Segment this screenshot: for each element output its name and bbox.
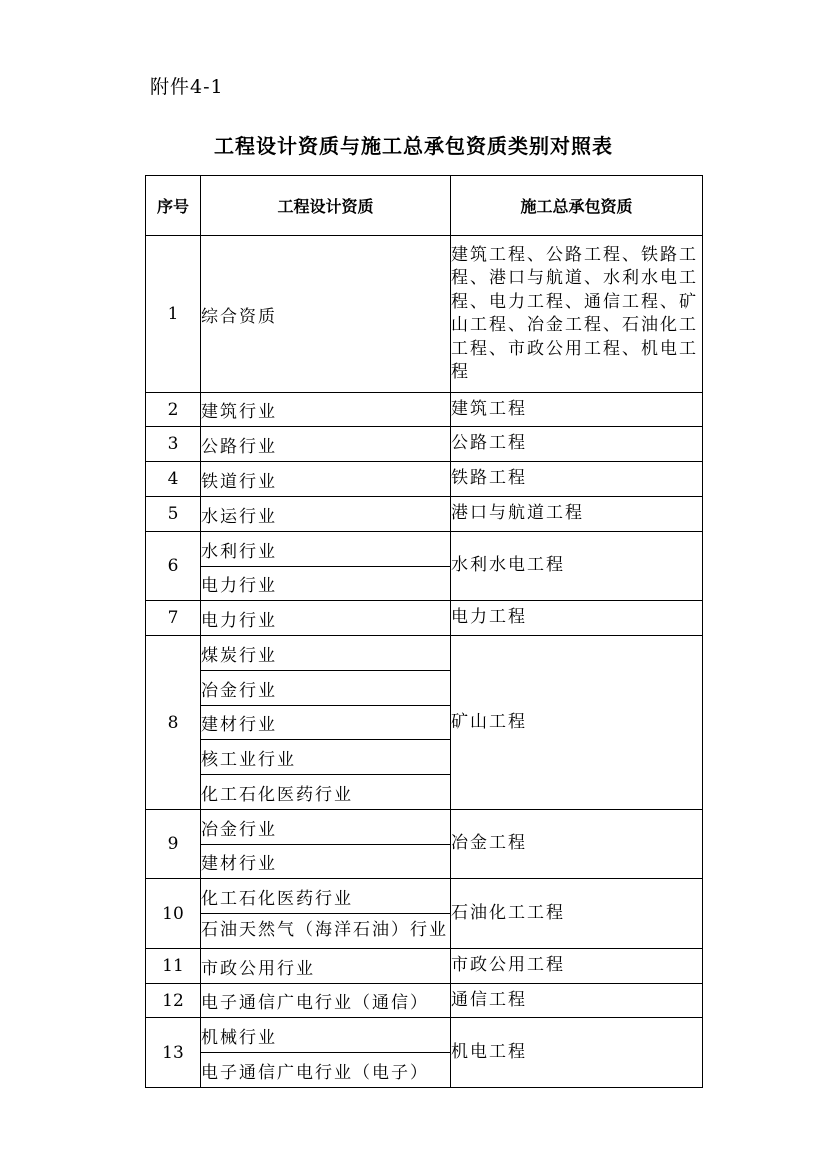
row-number: 3 bbox=[146, 427, 201, 462]
design-qualification: 化工石化医药行业 bbox=[201, 775, 451, 810]
design-qualification: 水利行业 bbox=[201, 532, 451, 567]
construction-qualification: 冶金工程 bbox=[451, 810, 703, 879]
construction-qualification: 建筑工程、公路工程、铁路工程、港口与航道、水利水电工程、电力工程、通信工程、矿山工程、冶金工程、石油化工工程、市政公用工程、机电工程 bbox=[451, 236, 703, 393]
table-row bbox=[146, 984, 703, 1018]
row-number: 8 bbox=[146, 636, 201, 810]
table-row bbox=[146, 1018, 703, 1053]
attachment-label: 附件4-1 bbox=[150, 76, 224, 98]
clipped-text: 石油天然气（海洋石油）行业 bbox=[201, 920, 448, 940]
construction-qualification: 通信工程 bbox=[451, 984, 703, 1018]
table-row bbox=[146, 497, 703, 532]
row-number: 11 bbox=[146, 949, 201, 984]
row-number: 13 bbox=[146, 1018, 201, 1088]
design-qualification: 建材行业 bbox=[201, 845, 451, 879]
table-row bbox=[146, 636, 703, 671]
page-title: 工程设计资质与施工总承包资质类别对照表 bbox=[214, 134, 613, 158]
row-number: 5 bbox=[146, 497, 201, 532]
construction-qualification: 石油化工工程 bbox=[451, 879, 703, 949]
construction-qualification: 铁路工程 bbox=[451, 462, 703, 497]
construction-qualification: 港口与航道工程 bbox=[451, 497, 703, 532]
construction-qualification: 建筑工程 bbox=[451, 393, 703, 427]
row-number: 4 bbox=[146, 462, 201, 497]
qualification-table bbox=[145, 175, 703, 1088]
row-number: 6 bbox=[146, 532, 201, 601]
design-qualification: 电力行业 bbox=[201, 567, 451, 601]
table-row bbox=[146, 879, 703, 914]
table-row bbox=[146, 601, 703, 636]
design-qualification: 综合资质 bbox=[201, 236, 451, 393]
design-qualification: 电子通信广电行业（电子） bbox=[201, 1053, 451, 1088]
row-number: 7 bbox=[146, 601, 201, 636]
header-construction-qualification: 施工总承包资质 bbox=[451, 176, 703, 236]
design-qualification: 铁道行业 bbox=[201, 462, 451, 497]
construction-qualification: 水利水电工程 bbox=[451, 532, 703, 601]
design-qualification: 冶金行业 bbox=[201, 810, 451, 845]
design-qualification: 煤炭行业 bbox=[201, 636, 451, 671]
design-qualification: 建筑行业 bbox=[201, 393, 451, 427]
row-number: 1 bbox=[146, 236, 201, 393]
construction-qualification: 市政公用工程 bbox=[451, 949, 703, 984]
design-qualification: 机械行业 bbox=[201, 1018, 451, 1053]
design-qualification: 市政公用行业 bbox=[201, 949, 451, 984]
design-qualification: 电子通信广电行业（通信） bbox=[201, 984, 451, 1018]
row-number: 12 bbox=[146, 984, 201, 1018]
header-no: 序号 bbox=[146, 176, 201, 236]
construction-qualification: 矿山工程 bbox=[451, 636, 703, 810]
design-qualification: 水运行业 bbox=[201, 497, 451, 532]
design-qualification: 核工业行业 bbox=[201, 740, 451, 775]
header-design-qualification: 工程设计资质 bbox=[201, 176, 451, 236]
table-row bbox=[146, 532, 703, 567]
table-row bbox=[146, 949, 703, 984]
table-row bbox=[146, 236, 703, 393]
table-row bbox=[146, 427, 703, 462]
table-row bbox=[146, 810, 703, 845]
design-qualification: 冶金行业 bbox=[201, 671, 451, 706]
design-qualification: 公路行业 bbox=[201, 427, 451, 462]
design-qualification: 电力行业 bbox=[201, 601, 451, 636]
construction-qualification: 电力工程 bbox=[451, 601, 703, 636]
row-number: 9 bbox=[146, 810, 201, 879]
construction-qualification: 公路工程 bbox=[451, 427, 703, 462]
table-row bbox=[146, 462, 703, 497]
row-number: 2 bbox=[146, 393, 201, 427]
design-qualification: 化工石化医药行业 bbox=[201, 879, 451, 914]
construction-qualification: 机电工程 bbox=[451, 1018, 703, 1088]
design-qualification: 建材行业 bbox=[201, 706, 451, 740]
design-qualification bbox=[201, 914, 451, 949]
row-number: 10 bbox=[146, 879, 201, 949]
table-row bbox=[146, 393, 703, 427]
header-row bbox=[146, 176, 703, 236]
